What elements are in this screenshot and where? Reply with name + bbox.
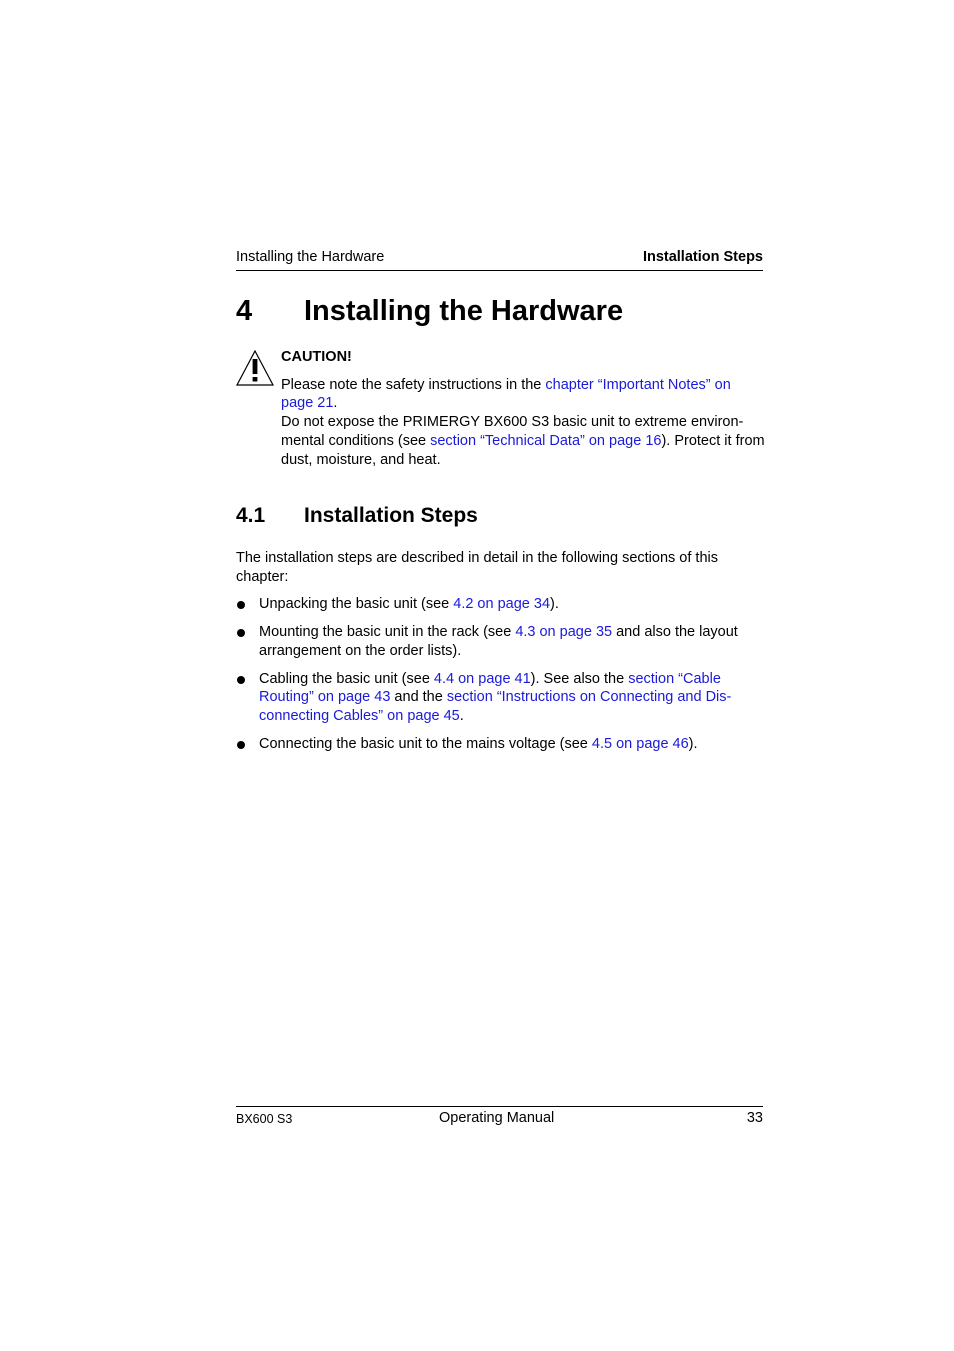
page-number: 33 (746, 1110, 763, 1126)
step-text: and also the layout arrangement on the order lists). (259, 624, 738, 659)
document-page (236, 0, 763, 1351)
section-4-3-link[interactable]: 4.3 on page 35 (515, 624, 613, 640)
list-item (236, 623, 763, 660)
list-item (236, 670, 763, 726)
section-number: 4.1 (236, 504, 266, 527)
step-text: Connecting the basic unit to the mains voltage (see (259, 736, 592, 753)
step-text: ). See also the (530, 670, 629, 687)
bullet-icon (237, 601, 245, 609)
connecting-cables-link[interactable]: section “Instructions on Connecting and Dis-connecting Cables” on page 45 (259, 689, 732, 725)
intro-paragraph: The installation steps are described in detail in the following sections of this chapter: (236, 550, 718, 585)
step-text: ). (688, 736, 698, 753)
section-4-2-link[interactable]: 4.2 on page 34 (453, 596, 551, 612)
step-text: Mounting the basic unit in the rack (see (259, 624, 516, 640)
caution-paragraph-2 (281, 413, 765, 469)
section-title: Installation Steps (304, 504, 478, 527)
step-text: Unpacking the basic unit (see (259, 596, 454, 612)
bullet-icon (237, 741, 245, 749)
section-4-5-link[interactable]: 4.5 on page 46 (591, 736, 689, 753)
step-text: . (459, 708, 464, 725)
section-4-4-link[interactable]: 4.4 on page 41 (433, 670, 531, 687)
caution-text: Do not expose the PRIMERGY BX600 S3 basic unit to extreme environ-mental conditions (see (281, 414, 744, 449)
chapter-title: Installing the Hardware (304, 295, 624, 327)
chapter-number: 4 (236, 295, 253, 327)
list-item (236, 735, 763, 754)
list-item (236, 595, 763, 614)
header-chapter-title: Installing the Hardware (236, 249, 385, 265)
caution-text: ). Protect it from dust, moisture, and heat. (281, 432, 765, 468)
technical-data-link[interactable]: section “Technical Data” on page 16 (430, 432, 662, 449)
cable-routing-link[interactable]: section “Cable Routing” on page 43 (259, 670, 721, 706)
caution-paragraph-1 (281, 376, 765, 413)
footer-model: BX600 S3 (236, 1112, 293, 1126)
step-text: Cabling the basic unit (see (259, 670, 434, 687)
step-text: and the (390, 689, 447, 706)
caution-body (281, 348, 765, 469)
header-section-title: Installation Steps (642, 249, 763, 265)
bullet-icon (237, 629, 245, 637)
installation-steps-list (236, 595, 763, 763)
caution-title: CAUTION! (281, 349, 352, 365)
bullet-icon (237, 676, 245, 684)
important-notes-link[interactable]: chapter “Important Notes” on page 21 (281, 376, 731, 412)
footer-manual-title: Operating Manual (439, 1110, 555, 1126)
caution-text: . (333, 395, 338, 412)
caution-triangle-icon (236, 350, 274, 386)
caution-text: Please note the safety instructions in the (281, 376, 546, 393)
step-text: ). (550, 596, 559, 612)
running-header (236, 248, 763, 271)
page-footer (236, 1106, 763, 1131)
